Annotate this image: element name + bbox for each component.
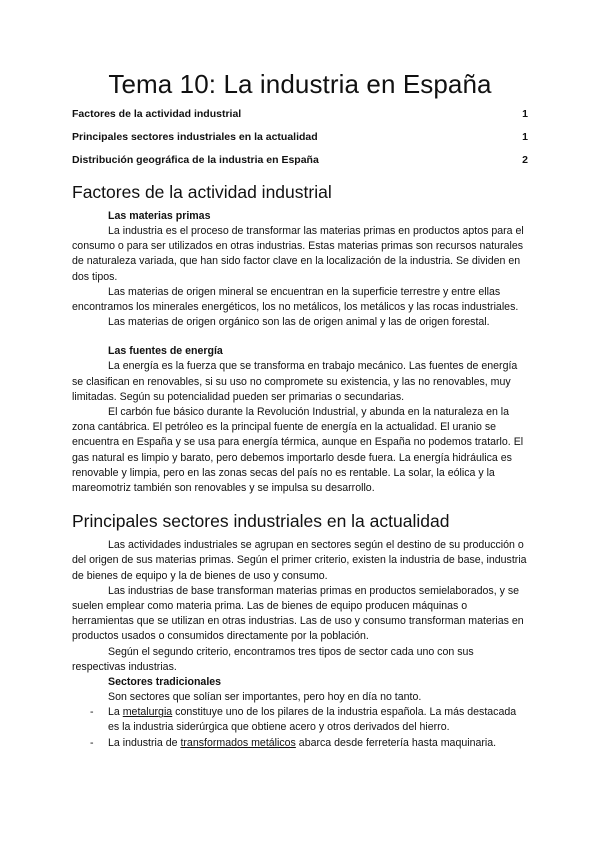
spacer — [72, 496, 528, 510]
term-metalurgia: metalurgia — [122, 706, 173, 719]
paragraph: Según el segundo criterio, encontramos tres tipos de sector cada uno con sus respectivas industrias. — [72, 645, 474, 673]
paragraph: La energía es la fuerza que se transforma en trabajo mecánico. Las fuentes de energía se clasifican en renovables, si su uso no compromete su existencia, y las no renovables, muy limitadas. Según su potencialidad pueden ser primarias o secundarias. — [72, 360, 518, 403]
dash-bullet: - — [90, 706, 94, 719]
section-heading: Factores de la actividad industrial — [72, 182, 332, 202]
spacer — [72, 330, 528, 344]
toc-entry[interactable] — [72, 108, 528, 121]
toc-entry-label[interactable]: Principales sectores industriales en la actualidad — [72, 131, 318, 143]
subheading-sectores-tradicionales: Sectores tradicionales — [108, 676, 222, 689]
section-factores — [72, 181, 528, 496]
document-title: Tema 10: La industria en España — [108, 69, 492, 99]
toc-entry-label[interactable]: Distribución geográfica de la industria en España — [72, 154, 319, 166]
list-item-text-pre: La — [108, 706, 123, 719]
subheading-materias-primas: Las materias primas — [108, 210, 211, 222]
toc-entry[interactable] — [72, 131, 528, 144]
paragraph: Las materias de origen mineral se encuentran en la superficie terrestre y entre ellas encontramos los minerales energéticos, los no metálicos, los metálicos y las rocas industriales. — [72, 285, 519, 314]
sector-list — [72, 705, 528, 751]
list-item-text-post: constituye uno de los pilares de la industria española. La más destacada es la industria siderúrgica que obtiene acero y otros derivados del hierro. — [108, 706, 517, 734]
paragraph: Las industrias de base transforman materias primas en productos semielaborados, y se suelen emplear como materia prima. Las de bienes de equipo producen máquinas o herramientas que se utilizan en otras industrias. Las de uso y consumo transforman materias en productos usados o consumidos directamente por la población. — [72, 584, 524, 643]
paragraph: La industria es el proceso de transformar las materias primas en productos aptos para el consumo o para ser utilizados en otras industrias. Estas materias primas son recursos naturales de naturaleza variada, que han sido factor clave en la localización de la industria. Se dividen en dos tipos. — [72, 225, 524, 283]
list-item-text-post: abarca desde ferretería hasta maquinaria. — [295, 736, 497, 749]
paragraph: Las actividades industriales se agrupan en sectores según el destino de su producción o del origen de sus materias primas. Según el primer criterio, existen la industria de base, industria de bienes de equipo y la de bienes de uso y consumo. — [72, 539, 527, 582]
toc-entry-page: 1 — [522, 131, 528, 143]
toc-entry[interactable] — [72, 154, 528, 167]
paragraph: El carbón fue básico durante la Revolución Industrial, y abunda en la naturaleza en la zona cantábrica. El petróleo es la principal fuente de energía en la actualidad. El uranio se encuentra en España y se usa para energía térmica, aunque en España no podemos tratarlo. El gas natural es limpio y barato, pero debemos importarlo desde fuera. La energía hidráulica es renovable y limpia, pero en las zonas secas del país no es rentable. La solar, la eólica y la mareomotriz también son renovables y se impulsa su desarrollo. — [72, 406, 524, 495]
paragraph: Son sectores que solían ser importantes, pero hoy en día no tanto. — [108, 691, 422, 704]
toc-entry-page: 1 — [522, 108, 528, 120]
section-sectores — [72, 510, 528, 751]
list-item-text-pre: La industria de — [108, 736, 181, 749]
list-item — [72, 736, 528, 751]
subheading-fuentes-energia: Las fuentes de energía — [108, 345, 223, 358]
table-of-contents — [72, 108, 528, 167]
dash-bullet: - — [90, 736, 94, 749]
toc-entry-label[interactable]: Factores de la actividad industrial — [72, 108, 242, 120]
toc-entry-page: 2 — [522, 154, 528, 166]
section-heading: Principales sectores industriales en la actualidad — [72, 511, 450, 532]
paragraph: Las materias de origen orgánico son las de origen animal y las de origen forestal. — [108, 316, 490, 329]
term-transformados-metalicos: transformados metálicos — [180, 736, 296, 749]
list-item — [72, 705, 528, 735]
